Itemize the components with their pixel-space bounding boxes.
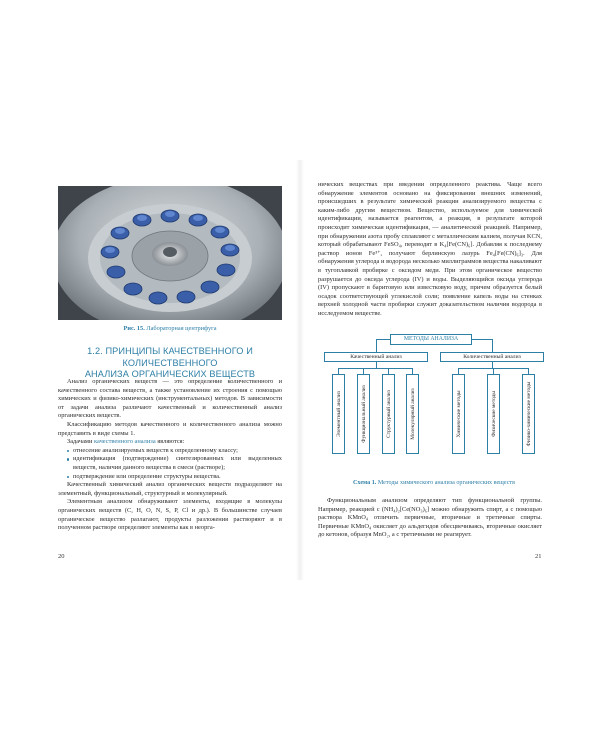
tasks-suffix: являются:	[157, 438, 185, 446]
paragraph: Классификацию методов качественного и количественного анализа можно представить в виде схемы 1.	[58, 420, 282, 437]
page-number-right: 21	[535, 553, 542, 560]
connector-line	[492, 339, 493, 352]
tasks-list	[58, 447, 282, 481]
figure-caption	[58, 325, 282, 332]
scheme-diagram	[318, 334, 550, 489]
scheme-leaf-elemental: Элементный анализ	[332, 374, 345, 454]
list-item: подтверждение или определение структуры вещества.	[67, 473, 282, 482]
scheme-root: МЕТОДЫ АНАЛИЗА	[390, 334, 472, 345]
list-item: идентификация (подтверждение) синтезированных или выделенных веществ, наличия данного вещества в смеси (растворе);	[67, 455, 282, 472]
connector-line	[472, 339, 492, 340]
connector-line	[376, 339, 377, 352]
scheme-caption-label: Схема 1.	[353, 480, 377, 486]
list-item: отнесение анализируемых веществ к определенному классу;	[67, 447, 282, 456]
tasks-intro	[58, 438, 282, 447]
connector-line	[376, 339, 390, 340]
scheme-caption	[318, 480, 550, 486]
scheme-quantitative: Количественный анализ	[440, 352, 544, 362]
right-body-text	[318, 181, 542, 319]
scheme-caption-text: Методы химического анализа органических веществ	[377, 480, 515, 486]
paragraph: Функциональным анализом определяют тип функциональной группы. Например, реакцией с (NH₄)₂[Ce(NO₃)₆] можно обнаружить спирт, а с помощью раствора KMnO₄ отличить первичные, вторичные и третичные спирты. Первичные KMnO₄ окисляет до альдегидов обесцвечиваясь, вторичные окисляет до кетонов, образуя MnO₂, а с третичными не реагирует.	[318, 497, 542, 539]
right-body-text-2	[318, 497, 542, 540]
paragraph: нических веществах при введении определенного реактива. Чаще всего обнаружение элементов основано на фиксировании внешних изменений, происшедших в результате химической реакции анализируемого вещества с каким-либо другим веществом. Вещество, используемое для химической идентификации, называется реагентом, а реакция, в результате которой происходит химическая идентификация, — аналитической реакцией. Например, при обнаружении азота пробу сплавляют с металлическим калием, получая KCN, который обрабатывают FeSO₄, переводят в K₄[Fe(CN)₆]. Добавляя к последнему раствор ионов Fe³⁺, получают берлинскую лазурь Fe₄[Fe(CN)₆]₃. Для обнаружения углерода и водорода несколько миллиграммов вещества накаливают в тугоплавкой пробирке с оксидом меди. При этом органическое вещество разрушается до оксида углерода (IV) и воды. Выделяющийся оксида углерода (IV) пропускают в баритовую или известковую воду, причем образуется белый осадок соответствующей углекислой соли; появление капель воды на стенках верхней холодной части пробирки служит доказательством наличия водорода в исследуемом веществе.	[318, 181, 542, 317]
scheme-leaf-physical: Физические методы	[487, 374, 500, 454]
figure-caption-label: Рис. 15.	[123, 325, 145, 332]
scheme-leaf-chemical: Химические методы	[452, 374, 465, 454]
paragraph: Анализ органических веществ — это определение количественного и качественного состава веществ, а также установление их строения с помощью химических и физико-химических (инструментальных) методов. В зависимости от задачи анализа различают качественный и количественный анализ органических веществ.	[58, 378, 282, 420]
paragraph: Элементным анализом обнаруживают элементы, входящие в молекулы органических веществ (C, H, O, N, S, P, Cl и др.). В большинстве случаев органическое вещество разлагают, продукты разложения растворяют и в полученном растворе определяют элементы как в неорга-	[58, 498, 282, 532]
scheme-leaf-structural: Структурный анализ	[382, 374, 395, 454]
section-title	[58, 346, 282, 381]
paragraph: Качественный химический анализ органических веществ подразделяют на элементный, функциональный, структурный и молекулярный.	[58, 481, 282, 497]
scheme-leaf-molecular: Молекулярный анализ	[406, 374, 419, 454]
left-body-text	[58, 378, 282, 533]
tasks-highlight: качественного анализа	[94, 438, 156, 446]
right-page	[300, 0, 600, 750]
scheme-leaf-functional: Функциональный анализ	[357, 374, 370, 454]
scheme-leaf-physchem: Физико-химические методы	[522, 374, 535, 454]
centrifuge-photo	[58, 186, 282, 320]
connector-line	[338, 368, 412, 369]
tasks-prefix: Задачами	[67, 438, 93, 446]
section-title-line1: 1.2. ПРИНЦИПЫ КАЧЕСТВЕННОГО И КОЛИЧЕСТВЕННОГО	[87, 346, 253, 368]
figure-caption-text: Лабораторная центрифуга	[146, 325, 217, 332]
section-title-line2: АНАЛИЗА ОРГАНИЧЕСКИХ ВЕЩЕСТВ	[84, 369, 256, 379]
scheme-qualitative: Качественный анализ	[324, 352, 428, 362]
connector-line	[376, 362, 377, 368]
page-number-left: 20	[58, 553, 65, 560]
